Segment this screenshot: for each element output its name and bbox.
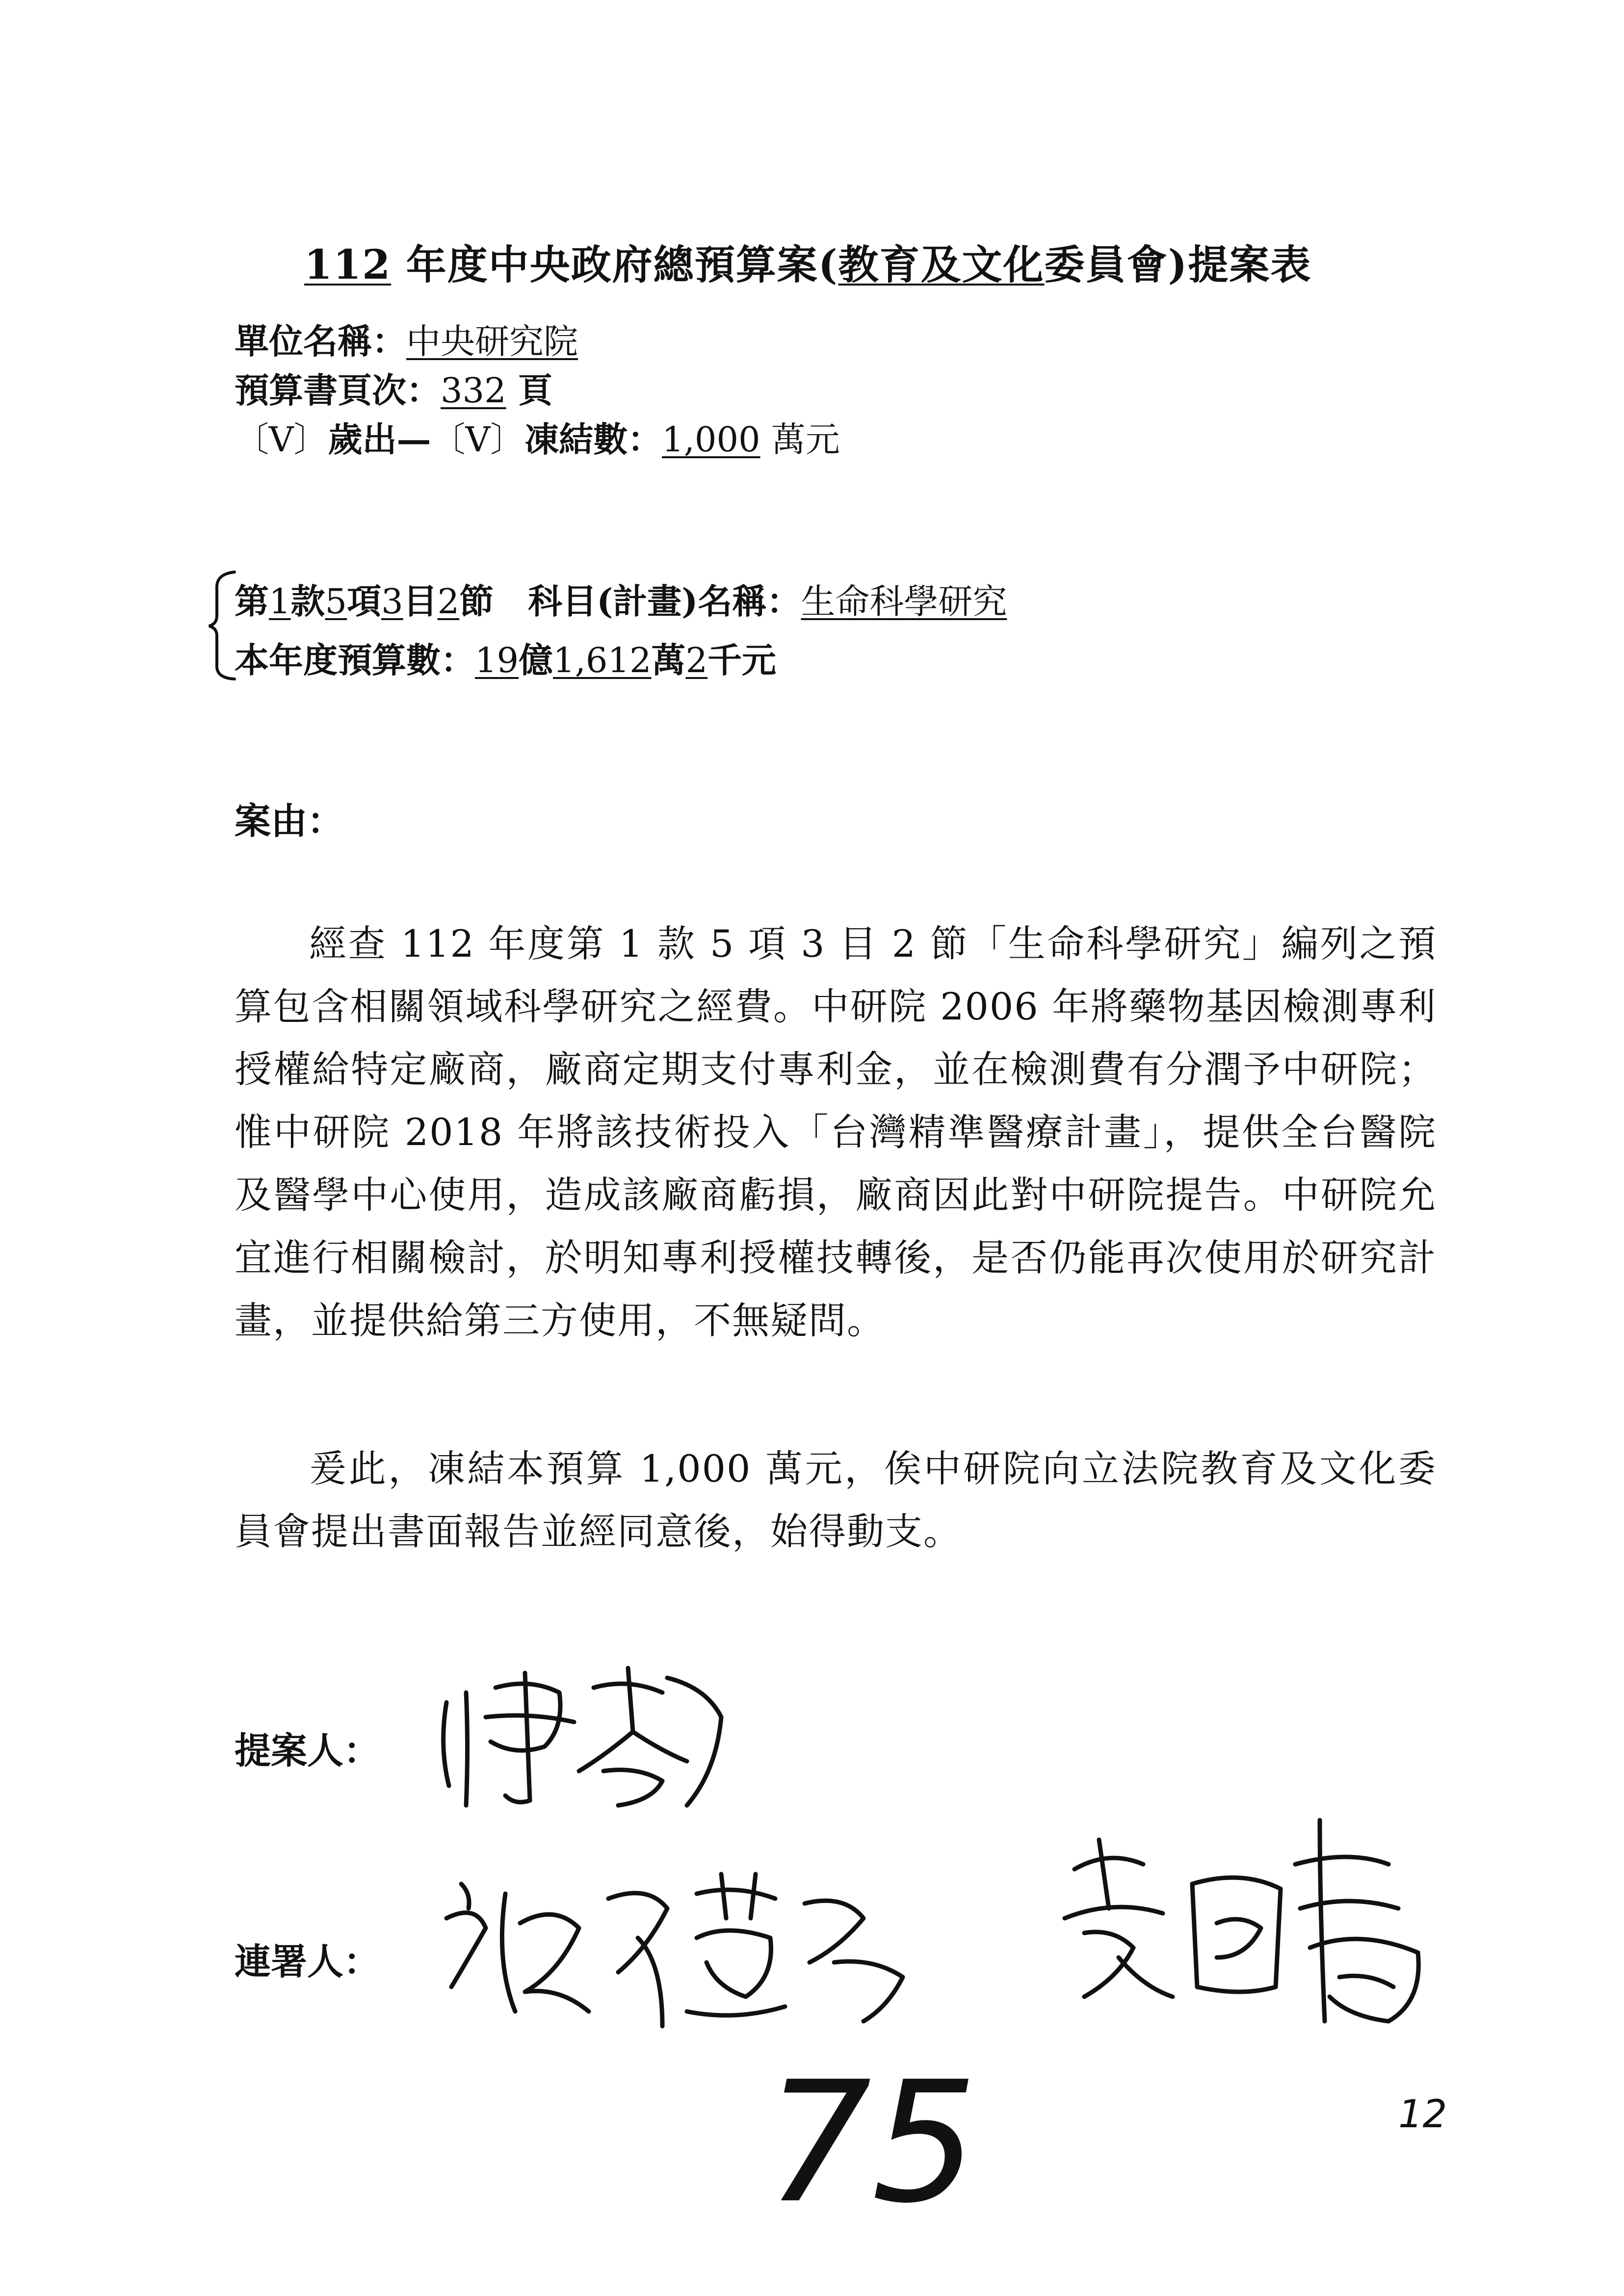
reason-paragraph-1: 經查 112 年度第 1 款 5 項 3 目 2 節「生命科學研究」編列之預算包含相關領域科學研究之經費。中研院 2006 年將藥物基因檢測專利授權給特定廠商，廠商定期支付專利金，並在檢測費有分潤予中研院；惟中研院 2018 年將該技術投入「台灣精準醫療計畫」，提供全台醫院及醫學中心使用，造成該廠商虧損，廠商因此對中研院提告。中研院允宜進行相關檢討，於明知專利授權技轉後，是否仍能再次使用於研究計畫，並提供給第三方使用，不無疑問。 — [235, 922, 1437, 1342]
page-ref-label: 預算書頁次： — [235, 370, 441, 411]
item-prefix: 第 — [235, 581, 269, 622]
freeze-amount-label: 凍結數： — [524, 419, 662, 460]
budget-label: 本年度預算數： — [235, 640, 475, 680]
budget-yi: 19 — [475, 640, 519, 680]
freeze-expense-label: 歲出— — [328, 419, 431, 460]
cosigner-signature-2 — [1045, 1810, 1447, 2041]
title-committee: 教育及文化 — [838, 241, 1045, 288]
unit-label: 單位名稱： — [235, 321, 406, 362]
item-xiang-label: 項 — [347, 581, 382, 622]
budget-item-line — [235, 574, 1007, 624]
handwritten-page-number: 12 — [1398, 2092, 1447, 2137]
page-ref-suffix: 頁 — [506, 370, 552, 411]
unit-value: 中央研究院 — [406, 321, 578, 362]
title-year: 112 — [304, 241, 392, 288]
page-ref-line — [235, 363, 552, 413]
page-ref-value: 332 — [441, 370, 506, 411]
unit-line — [235, 314, 578, 364]
item-kuan: 1 — [269, 581, 291, 622]
cosigner-signature-1 — [432, 1864, 1001, 2041]
budget-yi-unit: 億 — [519, 640, 553, 680]
freeze-check-expense: 〔V〕 — [235, 419, 328, 460]
budget-qian-unit: 千元 — [707, 640, 777, 680]
freeze-check-amount: 〔V〕 — [431, 419, 525, 460]
item-mu: 3 — [381, 581, 403, 622]
document-title — [304, 233, 1311, 290]
freeze-line — [235, 412, 840, 462]
reason-heading: 案由： — [235, 800, 343, 842]
item-jie: 2 — [437, 581, 460, 622]
item-subject-name: 生命科學研究 — [801, 581, 1007, 622]
budget-wan-unit: 萬 — [651, 640, 686, 680]
reason-paragraph-2: 爰此，凍結本預算 1,000 萬元，俟中研院向立法院教育及文化委員會提出書面報告並經同意後，始得動支。 — [235, 1447, 1437, 1553]
item-mu-label: 目 — [403, 581, 438, 622]
freeze-amount-suffix: 萬元 — [760, 419, 840, 460]
freeze-amount-value: 1,000 — [662, 419, 760, 460]
title-post: 委員會)提案表 — [1044, 241, 1312, 288]
item-subject-label: 節 科目(計畫)名稱： — [459, 581, 801, 622]
item-kuan-label: 款 — [290, 581, 325, 622]
handwritten-number-75: 75 — [765, 2046, 978, 2240]
budget-amount-line — [235, 633, 776, 682]
title-pre: 年度中央政府總預算案( — [391, 241, 838, 288]
budget-qian: 2 — [685, 640, 708, 680]
proposer-label: 提案人： — [235, 1730, 380, 1772]
budget-wan: 1,612 — [553, 640, 652, 680]
cosigner-label: 連署人： — [235, 1941, 380, 1983]
item-xiang: 5 — [325, 581, 347, 622]
proposer-signature — [432, 1658, 736, 1815]
